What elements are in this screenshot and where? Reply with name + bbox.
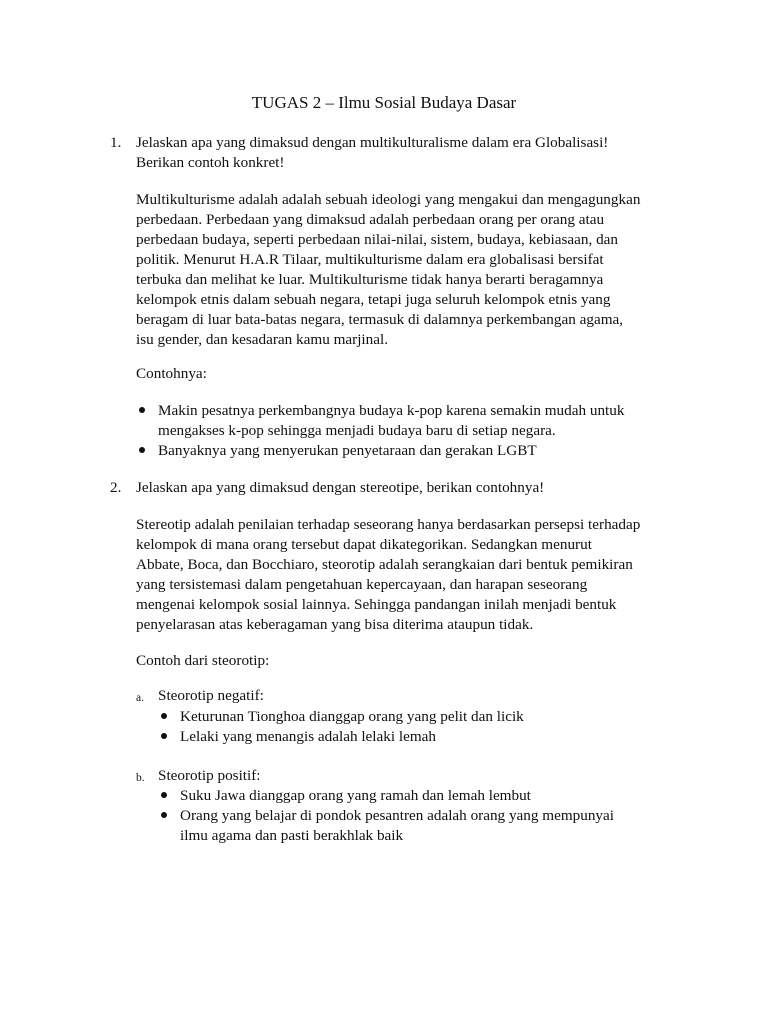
example-label: Contoh dari steorotip: xyxy=(136,652,270,669)
question-line: Jelaskan apa yang dimaksud dengan multikulturalisme dalam era Globalisasi! xyxy=(136,134,609,151)
question-number: 1. xyxy=(110,134,122,151)
bullet-icon xyxy=(139,447,145,453)
list-item-line: Keturunan Tionghoa dianggap orang yang pelit dan licik xyxy=(180,708,524,725)
list-item xyxy=(136,401,716,441)
list-item-line: mengakses k-pop sehingga menjadi budaya baru di setiap negara. xyxy=(158,422,556,439)
list-item xyxy=(158,707,718,727)
bullet-icon xyxy=(161,812,167,818)
bullet-icon xyxy=(161,733,167,739)
answer-line: perbedaan. Perbedaan yang dimaksud adalah perbedaan orang per orang atau xyxy=(136,211,605,228)
answer-line: Stereotip adalah penilaian terhadap seseorang hanya berdasarkan persepsi terhadap xyxy=(136,516,641,533)
sub-label: Steorotip negatif: xyxy=(158,687,264,704)
sub-marker: b. xyxy=(136,772,145,784)
question-line: Berikan contoh konkret! xyxy=(136,154,285,171)
answer-line: beragam di luar bata-batas negara, termasuk di dalamnya perkembangan agama, xyxy=(136,311,624,328)
answer-line: kelompok di mana orang tersebut dapat dikategorikan. Sedangkan menurut xyxy=(136,536,592,553)
positive-stereotype-list xyxy=(158,786,718,846)
sub-marker: a. xyxy=(136,692,144,704)
list-item xyxy=(158,806,718,846)
bullet-icon xyxy=(161,713,167,719)
list-item-line: Banyaknya yang menyerukan penyetaraan dan gerakan LGBT xyxy=(158,442,537,459)
answer-line: Multikulturisme adalah adalah sebuah ideologi yang mengakui dan mengagungkan xyxy=(136,191,641,208)
sub-label: Steorotip positif: xyxy=(158,767,261,784)
answer-line: yang tersistemasi dalam pengetahuan kepercayaan, dan harapan seseorang xyxy=(136,576,588,593)
question-text xyxy=(136,133,696,173)
example-list xyxy=(136,401,716,461)
negative-stereotype-list xyxy=(158,707,718,747)
question-line: Jelaskan apa yang dimaksud dengan stereotipe, berikan contohnya! xyxy=(136,479,545,496)
answer-line: penyelarasan atas keberagaman yang bisa diterima ataupun tidak. xyxy=(136,616,534,633)
document-title: TUGAS 2 – Ilmu Sosial Budaya Dasar xyxy=(251,93,517,112)
answer-line: isu gender, dan kesadaran kamu marjinal. xyxy=(136,331,389,348)
answer-2-paragraph xyxy=(136,515,716,635)
question-text xyxy=(136,478,696,498)
bullet-icon xyxy=(139,407,145,413)
answer-line: perbedaan budaya, seperti perbedaan nilai-nilai, sistem, budaya, kebiasaan, dan xyxy=(136,231,619,248)
list-item-line: Orang yang belajar di pondok pesantren adalah orang yang mempunyai xyxy=(180,807,614,824)
answer-line: kelompok etnis dalam sebuah negara, tetapi juga seluruh kelompok etnis yang xyxy=(136,291,611,308)
list-item-line: Suku Jawa dianggap orang yang ramah dan lemah lembut xyxy=(180,787,531,804)
answer-line: Abbate, Boca, dan Bocchiaro, steorotip adalah serangkaian dari bentuk pemikiran xyxy=(136,556,633,573)
answer-line: mengenai kelompok sosial lainnya. Sehingga pandangan inilah menjadi bentuk xyxy=(136,596,617,613)
list-item-line: Makin pesatnya perkembangnya budaya k-pop karena semakin mudah untuk xyxy=(158,402,625,419)
bullet-icon xyxy=(161,792,167,798)
list-item xyxy=(158,786,718,806)
example-label: Contohnya: xyxy=(136,365,207,382)
list-item-line: Lelaki yang menangis adalah lelaki lemah xyxy=(180,728,436,745)
list-item xyxy=(136,441,716,461)
list-item-line: ilmu agama dan pasti berakhlak baik xyxy=(180,827,404,844)
list-item xyxy=(158,727,718,747)
answer-line: terbuka dan melihat ke luar. Multikulturisme tidak hanya berarti beragamnya xyxy=(136,271,604,288)
answer-1-paragraph xyxy=(136,190,716,350)
answer-line: politik. Menurut H.A.R Tilaar, multikulturisme dalam era globalisasi bersifat xyxy=(136,251,604,268)
question-number: 2. xyxy=(110,479,122,496)
